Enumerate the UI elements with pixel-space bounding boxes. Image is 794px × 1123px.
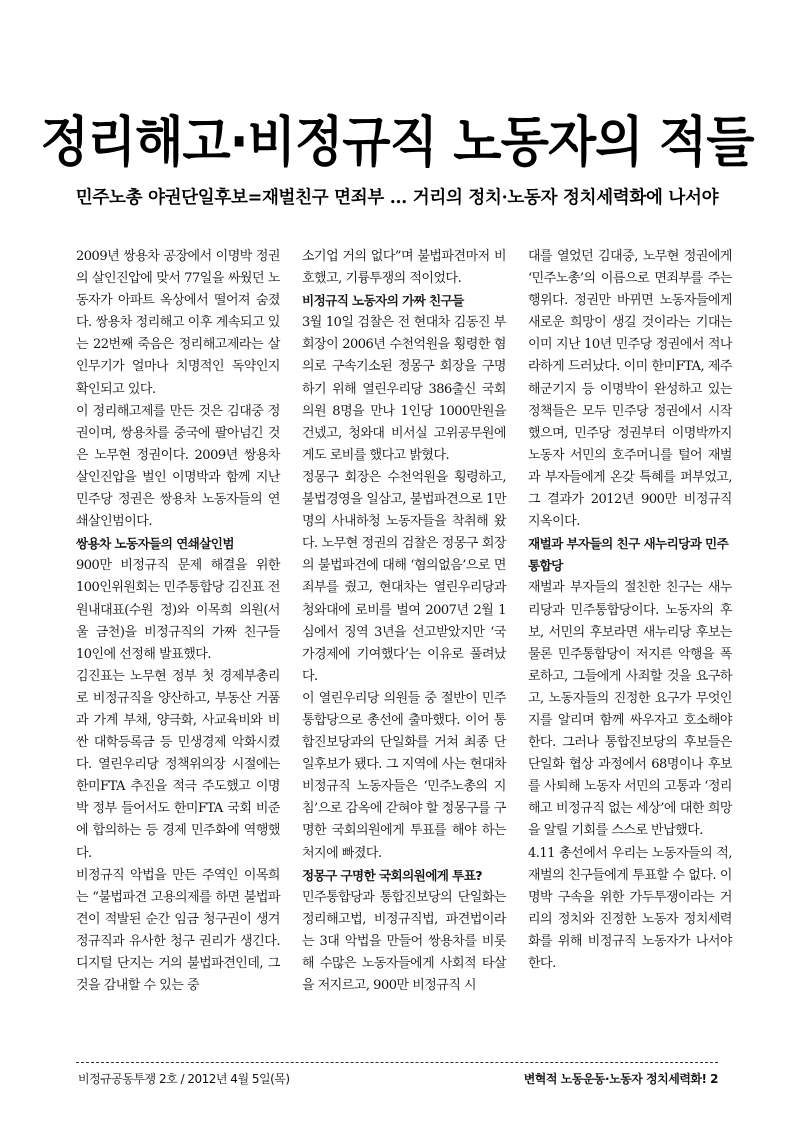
column-1 bbox=[76, 246, 280, 997]
column-3 bbox=[528, 246, 732, 997]
paragraph: 900만 비정규직 문제 해결을 위한 100인위원회는 민주통합당 김진표 전 원내대표(수원 정)와 이목희 의원(서울 금천)을 비정규직의 가짜 친구들 10인에 선정해 발표했다. bbox=[76, 558, 280, 662]
paragraph: 김진표는 노무현 정부 첫 경제부총리로 비정규직을 양산하고, 부동산 거품과 가계 부채, 양극화, 사교육비와 비싼 대학등록금 등 민생경제 악화시켰다. 열린우리당 정책위의장 시절에는 한미FTA 추진을 적극 주도했고 이명박 정부 들어서도 한미FTA 국회 비준에 합의하는 등 경제 민주화에 역행했다. bbox=[76, 668, 280, 861]
section-heading: 쌍용차 노동자들의 연쇄살인범 bbox=[76, 536, 234, 552]
page-subtitle: 민주노총 야권단일후보=재벌친구 면죄부 … 거리의 정치·노동자 정치세력화에 나서야 bbox=[75, 188, 719, 208]
column-2 bbox=[302, 246, 506, 997]
footer-divider bbox=[76, 1062, 718, 1063]
paragraph: 비정규직 악법을 만든 주역인 이목희는 “불법파견 고용의제를 하면 불법파견이 적발된 순간 임금 청구권이 생겨 정규직과 유사한 청구 권리가 생긴다. 디지털 단지는 거의 불법파견인데, 그것을 감내할 수 있는 중 bbox=[76, 867, 280, 994]
page-title: 정리해고·비정규직 노동자의 적들 bbox=[40, 110, 754, 174]
paragraph: 민주통합당과 통합진보당의 단일화는 정리해고법, 비정규직법, 파견법이라는 3대 악법을 만들어 쌍용차를 비롯해 수많은 노동자들에게 사회적 타살을 저지르고, 900만 비정규직 시 bbox=[302, 889, 506, 994]
paragraph: 재벌과 부자들의 절친한 친구는 새누리당과 민주통합당이다. 노동자의 후보, 서민의 후보라면 새누리당 후보는물론 민주통합당이 저지른 악행을 폭로하고, 그들에게 사죄할 것을 요구하고, 노동자들의 진정한 요구가 무엇인지를 알리며 함께 싸우자고 호소해야 한다. 그러나 통합진보당의 후보들은 단일화 협상 과정에서 68명이나 후보를 사퇴해 노동자 서민의 고통과 ‘정리해고 비정규직 없는 세상’에 대한 희망을 알릴 기회를 스스로 반납했다. bbox=[528, 580, 732, 839]
paragraph: 4.11 총선에서 우리는 노동자들의 적, 재벌의 친구들에게 투표할 수 없다. 이명박 구속을 위한 가두투쟁이라는 거리의 정치와 진정한 노동자 정치세력화를 위해 비정규직 노동자가 나서야 한다. bbox=[528, 845, 732, 971]
paragraph: 소기업 거의 없다”며 불법파견마저 비호했고, 기륭투쟁의 적이었다. bbox=[302, 249, 506, 287]
article-columns bbox=[76, 246, 732, 997]
footer-issue-info: 비정규공동투쟁 2호 / 2012년 4월 5일(목) bbox=[78, 1072, 290, 1086]
section-heading: 재벌과 부자들의 친구 새누리당과 민주통합당 bbox=[528, 536, 729, 574]
section-heading: 정몽구 구명한 국회의원에게 투표? bbox=[302, 867, 482, 883]
paragraph: 대를 열었던 김대중, 노무현 정권에게 ‘민주노총’의 이름으로 면죄부를 주는 행위다. 정권만 바뀌면 노동자들에게 새로운 희망이 생길 것이라는 기대는 이미 지난 10년 민주당 정권에서 적나라하게 드러났다. 이미 한미FTA, 제주해군기지 등 이명박이 완성하고 있는 정책들은 모두 민주당 정권에서 시작했으며, 민주당 정권부터 이명박까지 노동자 서민의 호주머니를 털어 재벌과 부자들에게 온갖 특혜를 퍼부었고, 그 결과가 2012년 900만 비정규직 지옥이다. bbox=[528, 249, 732, 530]
paragraph: 3월 10일 검찰은 전 현대차 김동진 부회장이 2006년 수천억원을 횡령한 혐의로 구속기소된 정몽구 회장을 구명하기 위해 열린우리당 386출신 국회의원 8명을 만나 1인당 1000만원을 건넸고, 청와대 비서실 고위공무원에게도 로비를 했다고 밝혔다. bbox=[302, 315, 506, 463]
paragraph: 이 열린우리당 의원들 중 절반이 민주통합당으로 총선에 출마했다. 이어 통합진보당과의 단일화를 거쳐 최종 단일후보가 됐다. 그 지역에 사는 현대차 비정규직 노동자들은 ‘민주노총의 지침’으로 감옥에 갇혀야 할 정몽구를 구명한 국회의원에게 투표를 해야 하는 처지에 빠졌다. bbox=[302, 690, 506, 861]
paragraph: 이 정리해고제를 만든 것은 김대중 정권이며, 쌍용차를 중국에 팔아넘긴 것은 노무현 정권이다. 2009년 쌍용차 살인진압을 벌인 이명박과 함께 지난 민주당 정권은 쌍용차 노동자들의 연쇄살인범이다. bbox=[76, 403, 280, 530]
paragraph: 정몽구 회장은 수천억원을 횡령하고, 불법경영을 일삼고, 불법파견으로 1만명의 사내하청 노동자들을 착취해 왔다. 노무현 정권의 검찰은 정몽구 회장의 불법파견에 대해 ‘혐의없음’으로 면죄부를 줬고, 현대차는 열린우리당과 청와대에 로비를 벌여 2007년 2월 1심에서 징역 3년을 선고받았지만 ‘국가경제에 기여했다’는 이유로 풀려났다. bbox=[302, 469, 506, 684]
section-heading: 비정규직 노동자의 가짜 친구들 bbox=[302, 293, 464, 309]
paragraph: 2009년 쌍용차 공장에서 이명박 정권의 살인진압에 맞서 77일을 싸웠던 노동자가 아파트 옥상에서 떨어져 숨졌다. 쌍용차 정리해고 이후 계속되고 있는 22번째 죽음은 정리해고제라는 살인무기가 얼마나 치명적인 독약인지 확인되고 있다. bbox=[76, 249, 280, 397]
footer-slogan-page: 변혁적 노동운동·노동자 정치세력화! 2 bbox=[523, 1072, 718, 1086]
